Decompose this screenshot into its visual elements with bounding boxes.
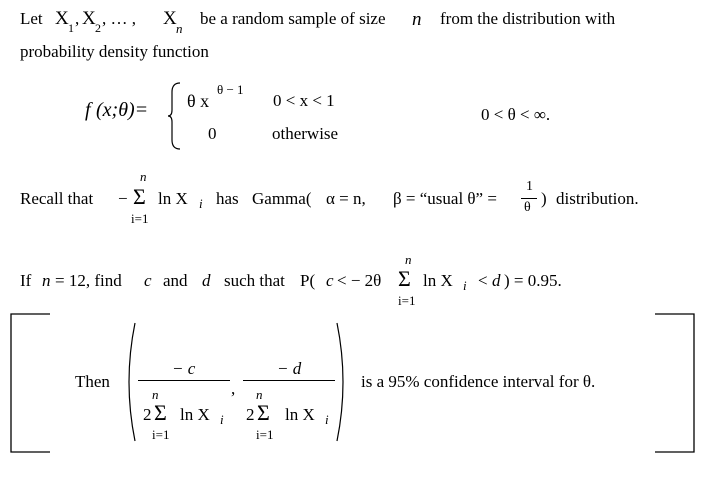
sigma-right: Σ: [257, 400, 270, 425]
interval-separator: ,: [231, 379, 236, 398]
such-that: such that: [224, 271, 285, 290]
sigma-symbol-2: Σ: [398, 266, 411, 291]
ln-x-left: ln X: [180, 405, 210, 424]
numerator-d: − d: [277, 359, 302, 378]
left-paren: [122, 322, 136, 442]
sum-upper-left: n: [152, 387, 159, 402]
case1-condition: 0 < x < 1: [273, 91, 335, 110]
frac-denominator: θ: [524, 200, 531, 215]
c-var-2: c: [326, 271, 334, 290]
fraction-bar-right: [243, 380, 335, 381]
left-brace: [168, 82, 182, 150]
ln-x: ln X: [158, 189, 188, 208]
sum-upper-right: n: [256, 387, 263, 402]
sum-lower-2: i=1: [398, 293, 416, 308]
sum-lower: i=1: [131, 211, 149, 226]
has-text: has: [216, 189, 239, 208]
fraction-bar: [521, 198, 537, 199]
den-two-right: 2: [246, 405, 255, 424]
case2-condition: otherwise: [272, 124, 339, 143]
case1-expr: θ x: [187, 91, 210, 111]
ln-x-right: ln X: [285, 405, 315, 424]
ln-x-2: ln X: [423, 271, 453, 290]
pdf-args: (x;θ)=: [96, 99, 149, 121]
sigma-symbol: Σ: [133, 184, 146, 209]
pdf-f: f: [85, 99, 91, 121]
ln-sub-i-2: i: [463, 278, 467, 293]
n-value: = 12, find: [55, 271, 122, 290]
ci-suffix: is a 95% confidence interval for θ.: [361, 372, 596, 391]
intro-let: Let: [20, 9, 43, 28]
d-var-2: d: [492, 271, 501, 290]
minus-sign: −: [118, 189, 128, 208]
numerator-c: − c: [172, 359, 196, 378]
case2-expr: 0: [208, 124, 217, 143]
intro-text-2: from the distribution with: [440, 9, 616, 28]
ellipsis: , … ,: [102, 9, 136, 28]
sum-upper-2: n: [405, 252, 412, 267]
case1-exponent: θ − 1: [217, 82, 244, 97]
lt-sign: <: [478, 271, 488, 290]
c-var: c: [144, 271, 152, 290]
alpha-param: α = n,: [326, 189, 366, 208]
close-paren: ): [541, 189, 547, 208]
var-xn: X: [163, 8, 177, 29]
ln-sub-left: i: [220, 412, 224, 427]
recall-suffix: distribution.: [556, 189, 639, 208]
var-x1: X: [55, 8, 69, 29]
recall-prefix: Recall that: [20, 189, 94, 208]
if-text: If: [20, 271, 32, 290]
lt-minus: < − 2θ: [337, 271, 382, 290]
var-n: n: [412, 9, 422, 30]
var-x2: X: [82, 8, 96, 29]
intro-text: be a random sample of size: [200, 9, 386, 28]
and-text: and: [163, 271, 188, 290]
right-paren: [336, 322, 350, 442]
parameter-range: 0 < θ < ∞.: [481, 105, 551, 124]
prob-close: ) = 0.95.: [504, 271, 562, 290]
d-var: d: [202, 271, 211, 290]
sum-upper: n: [140, 169, 147, 184]
intro-line-2: probability density function: [20, 42, 209, 61]
ln-sub-i: i: [199, 196, 203, 211]
then-text: Then: [75, 372, 110, 391]
right-square-bracket: [655, 313, 695, 453]
frac-numerator: 1: [526, 179, 533, 194]
left-square-bracket: [10, 313, 50, 453]
beta-param: β = “usual θ” =: [393, 189, 497, 208]
sub-n: n: [176, 21, 183, 36]
ln-sub-right: i: [325, 412, 329, 427]
den-two-left: 2: [143, 405, 152, 424]
gamma-label: Gamma(: [252, 189, 312, 208]
sigma-left: Σ: [154, 400, 167, 425]
sum-lower-left: i=1: [152, 427, 170, 442]
sub-2: 2: [95, 21, 101, 35]
comma-1: ,: [75, 9, 80, 28]
sum-lower-right: i=1: [256, 427, 274, 442]
sub-1: 1: [68, 21, 74, 35]
prob-open: P(: [300, 271, 316, 290]
n-var: n: [42, 271, 51, 290]
fraction-bar-left: [138, 380, 230, 381]
